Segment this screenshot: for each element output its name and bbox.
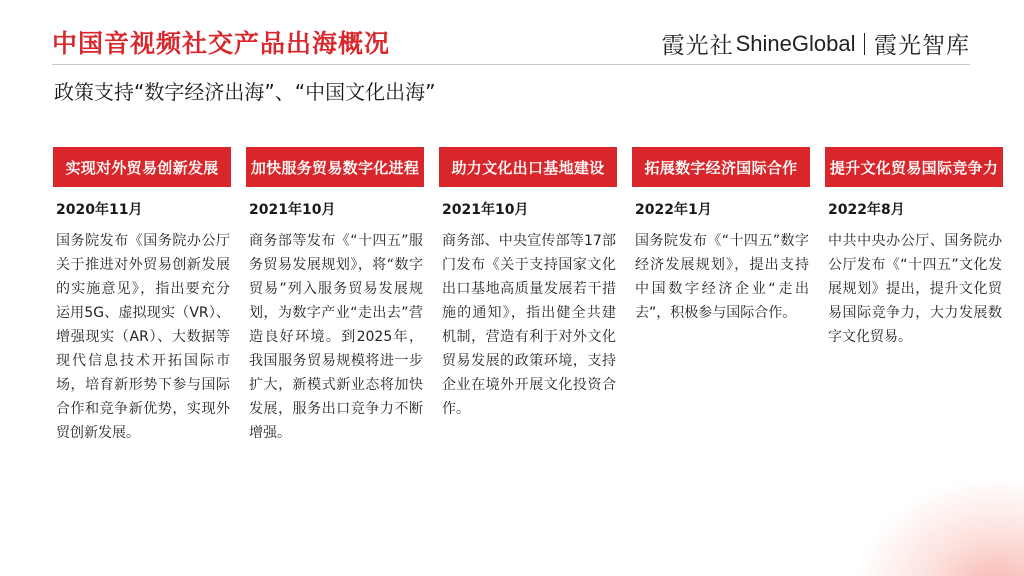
policy-description: 国务院发布《“十四五”数字经济发展规划》，提出支持中国数字经济企业“走出去”，积极参与国际合作。 [635,233,809,321]
corner-glow-decoration [854,476,1024,576]
policy-column [246,147,424,445]
brand-name-cn: 霞光社 [661,33,734,59]
page-title: 中国音视频社交产品出海概况 [52,29,391,58]
policy-column [632,147,810,325]
brand-sub: 霞光智库 [874,33,970,59]
policy-heading: 提升文化贸易国际竞争力 [825,147,1003,187]
policy-description: 商务部等发布《“十四五”服务贸易发展规划》，将“数字贸易”列入服务贸易发展规划，为数字产业“走出去”营造良好环境。到2025年，我国服务贸易规模将进一步扩大，新模式新业态将加快发展，服务出口竞争力不断增强。 [249,233,423,441]
policy-column [825,147,1003,349]
brand-logo [662,27,970,60]
policy-date: 2022年1月 [635,202,712,218]
policy-heading: 实现对外贸易创新发展 [53,147,231,187]
header-divider [52,64,970,65]
page-subtitle: 政策支持“数字经济出海”、“中国文化出海” [54,80,436,104]
policy-date: 2021年10月 [442,202,529,218]
policy-description: 商务部、中央宣传部等17部门发布《关于支持国家文化出口基地高质量发展若干措施的通知》，指出健全共建机制，营造有利于对外文化贸易发展的政策环境，支持企业在境外开展文化投资合作。 [442,233,616,417]
policy-heading: 加快服务贸易数字化进程 [246,147,424,187]
policy-column [53,147,231,445]
policy-description: 中共中央办公厅、国务院办公厅发布《“十四五”文化发展规划》提出，提升文化贸易国际竞争力，大力发展数字文化贸易。 [828,233,1002,345]
policy-description: 国务院发布《国务院办公厅关于推进对外贸易创新发展的实施意见》，指出要充分运用5G、虚拟现实（VR）、增强现实（AR）、大数据等现代信息技术开拓国际市场，培育新形势下参与国际合作和竞争新优势，实现外贸创新发展。 [56,233,230,441]
policy-date: 2022年8月 [828,202,905,218]
policy-column [439,147,617,421]
brand-divider [864,33,866,55]
brand-name-en: ShineGlobal [735,30,856,56]
policy-heading: 拓展数字经济国际合作 [632,147,810,187]
policy-heading: 助力文化出口基地建设 [439,147,617,187]
policy-date: 2021年10月 [249,202,336,218]
policy-date: 2020年11月 [56,202,143,218]
